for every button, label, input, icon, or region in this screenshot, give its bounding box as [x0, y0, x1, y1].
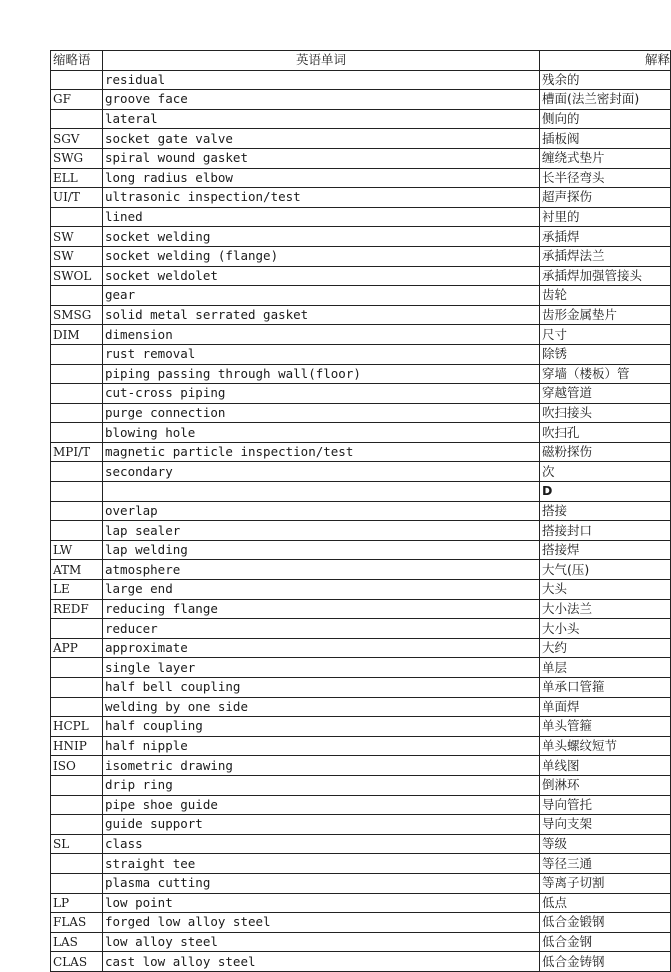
english-term-cell: low point	[103, 893, 540, 913]
english-term-cell: socket weldolet	[103, 266, 540, 286]
chinese-explanation-cell: 侧向的	[540, 109, 671, 129]
header-row	[51, 51, 671, 71]
abbreviation-cell	[51, 462, 103, 482]
chinese-explanation-cell: 插板阀	[540, 129, 671, 149]
english-term-cell: isometric drawing	[103, 756, 540, 776]
abbreviation-cell	[51, 423, 103, 443]
chinese-explanation-cell: 磁粉探伤	[540, 442, 671, 462]
english-term-cell: half bell coupling	[103, 678, 540, 698]
abbreviation-cell: APP	[51, 638, 103, 658]
chinese-explanation-cell: 搭接	[540, 501, 671, 521]
table-row	[51, 854, 671, 874]
abbreviation-cell: SW	[51, 227, 103, 247]
glossary-table	[50, 50, 671, 972]
table-row	[51, 364, 671, 384]
header-english-term: 英语单词	[103, 51, 540, 71]
table-row	[51, 540, 671, 560]
abbreviation-cell	[51, 854, 103, 874]
table-row	[51, 286, 671, 306]
table-row	[51, 501, 671, 521]
english-term-cell: socket welding (flange)	[103, 246, 540, 266]
abbreviation-cell	[51, 207, 103, 227]
table-row	[51, 325, 671, 345]
english-term-cell: solid metal serrated gasket	[103, 305, 540, 325]
table-row	[51, 913, 671, 933]
chinese-explanation-cell: 除锈	[540, 344, 671, 364]
chinese-explanation-cell: 超声探伤	[540, 188, 671, 208]
chinese-explanation-cell: 大小头	[540, 619, 671, 639]
english-term-cell: lap welding	[103, 540, 540, 560]
chinese-explanation-cell: 搭接焊	[540, 540, 671, 560]
english-term-cell: lap sealer	[103, 521, 540, 541]
table-row	[51, 678, 671, 698]
chinese-explanation-cell: 残余的	[540, 70, 671, 90]
abbreviation-cell: REDF	[51, 599, 103, 619]
english-term-cell: residual	[103, 70, 540, 90]
english-term-cell: drip ring	[103, 775, 540, 795]
table-row	[51, 560, 671, 580]
english-term-cell: gear	[103, 286, 540, 306]
english-term-cell: secondary	[103, 462, 540, 482]
table-row	[51, 815, 671, 835]
english-term-cell: lateral	[103, 109, 540, 129]
table-row	[51, 246, 671, 266]
english-term-cell: groove face	[103, 90, 540, 110]
english-term-cell: purge connection	[103, 403, 540, 423]
english-term-cell: straight tee	[103, 854, 540, 874]
table-row	[51, 736, 671, 756]
chinese-explanation-cell: 承插焊加强管接头	[540, 266, 671, 286]
english-term-cell: socket welding	[103, 227, 540, 247]
chinese-explanation-cell: 倒淋环	[540, 775, 671, 795]
abbreviation-cell: LE	[51, 580, 103, 600]
abbreviation-cell: HCPL	[51, 717, 103, 737]
table-row	[51, 658, 671, 678]
abbreviation-cell: SW	[51, 246, 103, 266]
english-term-cell: lined	[103, 207, 540, 227]
chinese-explanation-cell: 大约	[540, 638, 671, 658]
chinese-explanation-cell: 齿轮	[540, 286, 671, 306]
table-row	[51, 90, 671, 110]
table-row	[51, 442, 671, 462]
table-row	[51, 756, 671, 776]
chinese-explanation-cell: 导向支架	[540, 815, 671, 835]
abbreviation-cell	[51, 482, 103, 502]
abbreviation-cell	[51, 658, 103, 678]
english-term-cell: reducer	[103, 619, 540, 639]
english-term-cell: magnetic particle inspection/test	[103, 442, 540, 462]
abbreviation-cell: SL	[51, 834, 103, 854]
table-row	[51, 873, 671, 893]
english-term-cell: half nipple	[103, 736, 540, 756]
english-term-cell: ultrasonic inspection/test	[103, 188, 540, 208]
chinese-explanation-cell: 搭接封口	[540, 521, 671, 541]
table-row	[51, 482, 671, 502]
english-term-cell: pipe shoe guide	[103, 795, 540, 815]
chinese-explanation-cell: 次	[540, 462, 671, 482]
table-row	[51, 423, 671, 443]
abbreviation-cell	[51, 678, 103, 698]
table-row	[51, 697, 671, 717]
english-term-cell: plasma cutting	[103, 873, 540, 893]
chinese-explanation-cell: 单线图	[540, 756, 671, 776]
chinese-explanation-cell: 低合金钢	[540, 932, 671, 952]
table-row	[51, 952, 671, 972]
table-row	[51, 344, 671, 364]
table-row	[51, 775, 671, 795]
abbreviation-cell: CLAS	[51, 952, 103, 972]
abbreviation-cell: SGV	[51, 129, 103, 149]
english-term-cell: long radius elbow	[103, 168, 540, 188]
chinese-explanation-cell: 齿形金属垫片	[540, 305, 671, 325]
abbreviation-cell: LW	[51, 540, 103, 560]
header-chinese-explanation: 解释	[540, 51, 671, 71]
table-row	[51, 580, 671, 600]
glossary-sheet	[50, 50, 670, 967]
chinese-explanation-cell: D	[540, 482, 671, 502]
chinese-explanation-cell: 单承口管箍	[540, 678, 671, 698]
chinese-explanation-cell: 吹扫接头	[540, 403, 671, 423]
chinese-explanation-cell: 大小法兰	[540, 599, 671, 619]
abbreviation-cell	[51, 501, 103, 521]
abbreviation-cell	[51, 775, 103, 795]
abbreviation-cell: LP	[51, 893, 103, 913]
table-row	[51, 384, 671, 404]
table-row	[51, 148, 671, 168]
abbreviation-cell: GF	[51, 90, 103, 110]
english-term-cell: socket gate valve	[103, 129, 540, 149]
table-row	[51, 717, 671, 737]
abbreviation-cell: DIM	[51, 325, 103, 345]
abbreviation-cell: SMSG	[51, 305, 103, 325]
abbreviation-cell: UI/T	[51, 188, 103, 208]
chinese-explanation-cell: 尺寸	[540, 325, 671, 345]
english-term-cell: reducing flange	[103, 599, 540, 619]
table-row	[51, 227, 671, 247]
english-term-cell: large end	[103, 580, 540, 600]
chinese-explanation-cell: 单层	[540, 658, 671, 678]
table-row	[51, 70, 671, 90]
abbreviation-cell	[51, 619, 103, 639]
table-row	[51, 462, 671, 482]
english-term-cell: approximate	[103, 638, 540, 658]
english-term-cell: single layer	[103, 658, 540, 678]
chinese-explanation-cell: 穿越管道	[540, 384, 671, 404]
english-term-cell: dimension	[103, 325, 540, 345]
table-row	[51, 168, 671, 188]
table-row	[51, 403, 671, 423]
chinese-explanation-cell: 导向管托	[540, 795, 671, 815]
english-term-cell: low alloy steel	[103, 932, 540, 952]
chinese-explanation-cell: 单头管箍	[540, 717, 671, 737]
chinese-explanation-cell: 衬里的	[540, 207, 671, 227]
abbreviation-cell	[51, 384, 103, 404]
english-term-cell: forged low alloy steel	[103, 913, 540, 933]
chinese-explanation-cell: 等径三通	[540, 854, 671, 874]
abbreviation-cell: SWG	[51, 148, 103, 168]
english-term-cell: spiral wound gasket	[103, 148, 540, 168]
english-term-cell	[103, 482, 540, 502]
abbreviation-cell	[51, 109, 103, 129]
english-term-cell: cut-cross piping	[103, 384, 540, 404]
abbreviation-cell	[51, 286, 103, 306]
table-row	[51, 188, 671, 208]
header-abbreviation: 缩略语	[51, 51, 103, 71]
abbreviation-cell	[51, 873, 103, 893]
chinese-explanation-cell: 缠绕式垫片	[540, 148, 671, 168]
english-term-cell: welding by one side	[103, 697, 540, 717]
chinese-explanation-cell: 等离子切割	[540, 873, 671, 893]
english-term-cell: half coupling	[103, 717, 540, 737]
chinese-explanation-cell: 单头螺纹短节	[540, 736, 671, 756]
chinese-explanation-cell: 低合金铸钢	[540, 952, 671, 972]
abbreviation-cell	[51, 403, 103, 423]
abbreviation-cell: ELL	[51, 168, 103, 188]
english-term-cell: cast low alloy steel	[103, 952, 540, 972]
chinese-explanation-cell: 槽面(法兰密封面)	[540, 90, 671, 110]
table-row	[51, 129, 671, 149]
english-term-cell: rust removal	[103, 344, 540, 364]
abbreviation-cell: ISO	[51, 756, 103, 776]
table-row	[51, 834, 671, 854]
abbreviation-cell	[51, 795, 103, 815]
abbreviation-cell	[51, 70, 103, 90]
abbreviation-cell: SWOL	[51, 266, 103, 286]
abbreviation-cell	[51, 521, 103, 541]
english-term-cell: piping passing through wall(floor)	[103, 364, 540, 384]
table-row	[51, 795, 671, 815]
chinese-explanation-cell: 长半径弯头	[540, 168, 671, 188]
table-row	[51, 521, 671, 541]
chinese-explanation-cell: 穿墙（楼板）管	[540, 364, 671, 384]
abbreviation-cell: MPI/T	[51, 442, 103, 462]
english-term-cell: guide support	[103, 815, 540, 835]
abbreviation-cell	[51, 815, 103, 835]
chinese-explanation-cell: 大气(压)	[540, 560, 671, 580]
abbreviation-cell	[51, 697, 103, 717]
chinese-explanation-cell: 吹扫孔	[540, 423, 671, 443]
table-row	[51, 619, 671, 639]
table-row	[51, 893, 671, 913]
chinese-explanation-cell: 承插焊法兰	[540, 246, 671, 266]
table-row	[51, 207, 671, 227]
chinese-explanation-cell: 低合金锻钢	[540, 913, 671, 933]
chinese-explanation-cell: 单面焊	[540, 697, 671, 717]
chinese-explanation-cell: 低点	[540, 893, 671, 913]
english-term-cell: class	[103, 834, 540, 854]
chinese-explanation-cell: 大头	[540, 580, 671, 600]
table-row	[51, 109, 671, 129]
chinese-explanation-cell: 承插焊	[540, 227, 671, 247]
chinese-explanation-cell: 等级	[540, 834, 671, 854]
abbreviation-cell	[51, 364, 103, 384]
abbreviation-cell	[51, 344, 103, 364]
abbreviation-cell: LAS	[51, 932, 103, 952]
abbreviation-cell: HNIP	[51, 736, 103, 756]
english-term-cell: blowing hole	[103, 423, 540, 443]
table-row	[51, 932, 671, 952]
table-row	[51, 599, 671, 619]
english-term-cell: atmosphere	[103, 560, 540, 580]
table-row	[51, 266, 671, 286]
abbreviation-cell: ATM	[51, 560, 103, 580]
table-row	[51, 305, 671, 325]
english-term-cell: overlap	[103, 501, 540, 521]
abbreviation-cell: FLAS	[51, 913, 103, 933]
table-row	[51, 638, 671, 658]
